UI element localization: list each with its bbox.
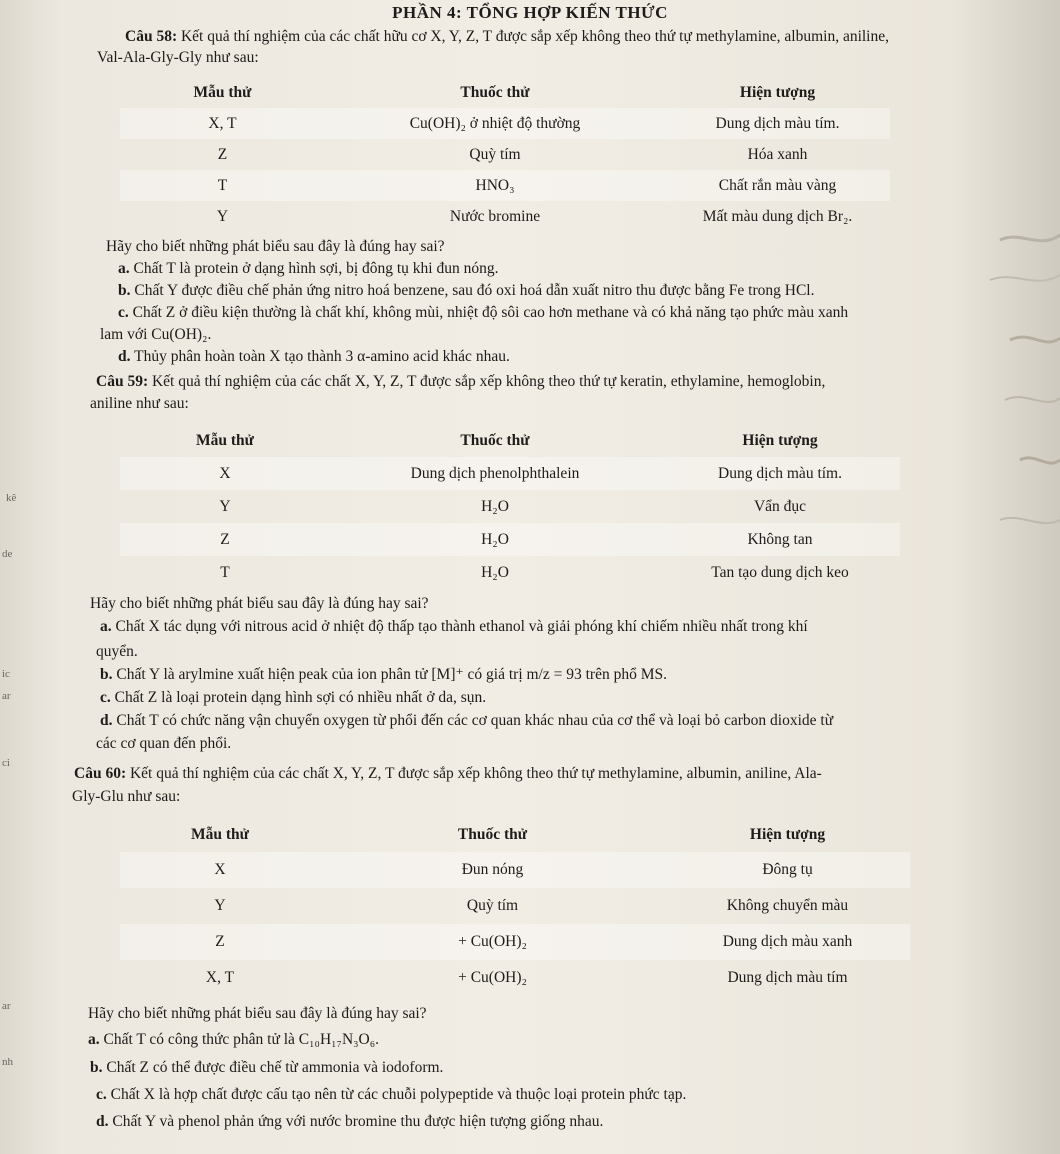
header-reagent: Thuốc thử — [457, 826, 528, 843]
q58-statement-c — [118, 302, 848, 323]
cell-reagent: Nước bromine — [449, 207, 541, 225]
cell-phenomenon: Mất màu dung dịch Br₂. — [702, 207, 853, 225]
cell-reagent: + Cu(OH)₂ — [458, 933, 527, 950]
header-phenomenon: Hiện tượng — [749, 826, 826, 843]
cell-phenomenon: Vẩn đục — [753, 497, 807, 515]
cell-phenomenon: Không chuyển màu — [726, 897, 849, 914]
q58-intro-line1: Kết quả thí nghiệm của các chất hữu cơ X, Y, Z, T được sắp xếp không theo thứ tự methylamine, albumin, aniline, — [180, 28, 889, 45]
q60-statement-c — [96, 1084, 686, 1105]
cell-phenomenon: Dung dịch màu tím. — [715, 114, 840, 132]
table-header-row — [120, 818, 910, 852]
cell-phenomenon: Dung dịch màu xanh — [722, 933, 853, 950]
q59-statement-c — [100, 687, 486, 708]
statement-label: d. — [96, 1113, 109, 1130]
cell-phenomenon: Chất rắn màu vàng — [718, 176, 837, 194]
cell-sample: Z — [215, 933, 225, 950]
table-row — [120, 888, 910, 924]
statement-text: Chất X tác dụng với nitrous acid ở nhiệt độ thấp tạo thành ethanol và giải phóng khí chiếm nhiều nhất trong khí — [115, 618, 808, 635]
statement-label: a. — [118, 260, 130, 277]
statement-text: Chất Y là arylmine xuất hiện peak của ion phân tử [M]⁺ có giá trị m/z = 93 trên phổ MS. — [116, 666, 667, 683]
q59-table — [120, 425, 900, 589]
cell-phenomenon: Không tan — [747, 530, 813, 548]
margin-note: de — [2, 548, 13, 560]
cell-sample: Y — [214, 897, 226, 914]
statement-label: a. — [100, 618, 112, 635]
header-phenomenon: Hiện tượng — [739, 84, 816, 101]
margin-note: nh — [2, 1056, 13, 1068]
cell-reagent: Cu(OH)₂ ở nhiệt độ thường — [409, 114, 581, 132]
cell-sample: X, T — [208, 114, 237, 132]
cell-phenomenon: Tan tạo dung dịch keo — [711, 563, 849, 581]
q59-statement-d-cont: các cơ quan đến phổi. — [96, 735, 232, 752]
page-edge-decoration — [960, 220, 1060, 550]
table-row — [120, 523, 900, 556]
table-row — [120, 490, 900, 523]
cell-sample: Y — [216, 207, 229, 225]
q60-intro-line2: Gly-Glu như sau: — [72, 788, 181, 805]
cell-sample: Z — [217, 145, 228, 163]
q58-number: Câu 58: — [125, 28, 178, 45]
margin-note: kê — [6, 492, 17, 504]
table-row — [120, 924, 910, 960]
q58-statement-d — [118, 346, 510, 367]
statement-label: b. — [100, 666, 113, 683]
cell-reagent: HNO₃ — [475, 176, 515, 194]
q60-statement-a — [88, 1029, 379, 1050]
q58-statement-c-cont: lam với Cu(OH)₂. — [100, 326, 212, 343]
cell-reagent: H₂O — [481, 563, 509, 581]
table-row — [120, 108, 890, 139]
q60-table — [120, 818, 910, 996]
cell-sample: X, T — [205, 969, 235, 986]
cell-phenomenon: Đông tụ — [762, 861, 813, 878]
cell-reagent: Quỳ tím — [466, 897, 519, 914]
header-reagent: Thuốc thử — [460, 432, 530, 449]
statement-text: Chất Z ở điều kiện thường là chất khí, không mùi, nhiệt độ sôi cao hơn methane và có khả năng tạo phức màu xanh — [132, 304, 849, 321]
statement-text: Chất Y được điều chế phản ứng nitro hoá benzene, sau đó oxi hoá dẫn xuất nitro thu được bằng Fe trong HCl. — [134, 282, 815, 299]
q59-number: Câu 59: — [96, 373, 149, 390]
margin-note: ic — [2, 668, 10, 680]
margin-note: ar — [2, 1000, 11, 1012]
q58-statement-a — [118, 258, 498, 279]
q59-intro-line1: Kết quả thí nghiệm của các chất X, Y, Z, T được sắp xếp không theo thứ tự keratin, ethylamine, hemoglobin, — [151, 373, 826, 390]
statement-label: d. — [118, 348, 131, 365]
q59-statement-a-cont: quyển. — [96, 643, 138, 660]
table-row — [120, 960, 910, 996]
q58-statement-b — [118, 280, 814, 301]
cell-reagent: + Cu(OH)₂ — [458, 969, 527, 986]
cell-sample: X — [214, 861, 226, 878]
q59-statement-b — [100, 664, 667, 685]
margin-note: ar — [2, 690, 11, 702]
cell-reagent: H₂O — [481, 497, 509, 515]
q59-statement-a — [100, 616, 808, 637]
cell-reagent: Đun nóng — [461, 861, 524, 878]
header-sample: Mẫu thử — [196, 432, 254, 449]
header-sample: Mẫu thử — [193, 84, 252, 101]
cell-sample: X — [219, 464, 231, 482]
q58-prompt: Hãy cho biết những phát biểu sau đây là đúng hay sai? — [106, 238, 445, 255]
q60-statement-d — [96, 1111, 603, 1132]
table-row — [120, 556, 900, 589]
statement-label: c. — [100, 689, 111, 706]
section-heading: PHẦN 4: TỔNG HỢP KIẾN THỨC — [392, 3, 668, 22]
statement-text: Chất Y và phenol phản ứng với nước bromine thu được hiện tượng giống nhau. — [112, 1113, 604, 1130]
statement-text: Chất T có công thức phân tử là C₁₀H₁₇N₃O₆. — [103, 1031, 380, 1048]
q58-intro — [125, 26, 1045, 47]
cell-sample: Z — [220, 530, 230, 548]
q59-intro — [96, 371, 1046, 392]
cell-reagent: Dung dịch phenolphthalein — [410, 464, 580, 482]
statement-label: c. — [118, 304, 129, 321]
q59-intro-line2: aniline như sau: — [90, 395, 189, 412]
statement-text: Chất Z có thể được điều chế từ ammonia và iodoform. — [106, 1059, 444, 1076]
cell-phenomenon: Dung dịch màu tím — [727, 969, 848, 986]
cell-sample: Y — [219, 497, 231, 515]
statement-label: d. — [100, 712, 113, 729]
table-row — [120, 170, 890, 201]
statement-text: Thủy phân hoàn toàn X tạo thành 3 α-amino acid khác nhau. — [134, 348, 510, 365]
q59-statement-d — [100, 710, 833, 731]
q60-intro — [74, 763, 1049, 784]
table-row — [120, 201, 890, 232]
q60-intro-line1: Kết quả thí nghiệm của các chất X, Y, Z, T được sắp xếp không theo thứ tự methylamine, albumin, aniline, Ala- — [129, 765, 822, 782]
margin-note: ci — [2, 757, 10, 769]
header-reagent: Thuốc thử — [460, 84, 530, 101]
cell-phenomenon: Dung dịch màu tím. — [718, 464, 842, 482]
table-header-row — [120, 78, 890, 108]
cell-sample: T — [217, 176, 228, 194]
statement-label: a. — [88, 1031, 100, 1048]
statement-text: Chất T có chức năng vận chuyển oxygen từ phổi đến các cơ quan khác nhau của cơ thể và loại bỏ carbon dioxide từ — [116, 712, 834, 729]
statement-label: c. — [96, 1086, 107, 1103]
cell-phenomenon: Hóa xanh — [747, 145, 808, 163]
header-phenomenon: Hiện tượng — [742, 432, 818, 449]
q59-prompt: Hãy cho biết những phát biểu sau đây là đúng hay sai? — [90, 595, 429, 612]
table-header-row — [120, 425, 900, 457]
statement-label: b. — [118, 282, 131, 299]
q60-number: Câu 60: — [74, 765, 127, 782]
q58-table — [120, 78, 890, 232]
cell-sample: T — [220, 563, 230, 581]
table-row — [120, 457, 900, 490]
statement-text: Chất T là protein ở dạng hình sợi, bị đông tụ khi đun nóng. — [133, 260, 499, 277]
table-row — [120, 852, 910, 888]
q58-intro-line2: Val-Ala-Gly-Gly như sau: — [97, 49, 259, 66]
table-row — [120, 139, 890, 170]
statement-text: Chất Z là loại protein dạng hình sợi có nhiều nhất ở da, sụn. — [114, 689, 487, 706]
statement-label: b. — [90, 1059, 103, 1076]
cell-reagent: Quỳ tím — [469, 145, 521, 163]
statement-text: Chất X là hợp chất được cấu tạo nên từ các chuỗi polypeptide và thuộc loại protein phức tạp. — [110, 1086, 687, 1103]
q60-prompt: Hãy cho biết những phát biểu sau đây là đúng hay sai? — [88, 1005, 427, 1022]
header-sample: Mẫu thử — [191, 826, 249, 843]
q60-statement-b — [90, 1057, 443, 1078]
cell-reagent: H₂O — [481, 530, 509, 548]
